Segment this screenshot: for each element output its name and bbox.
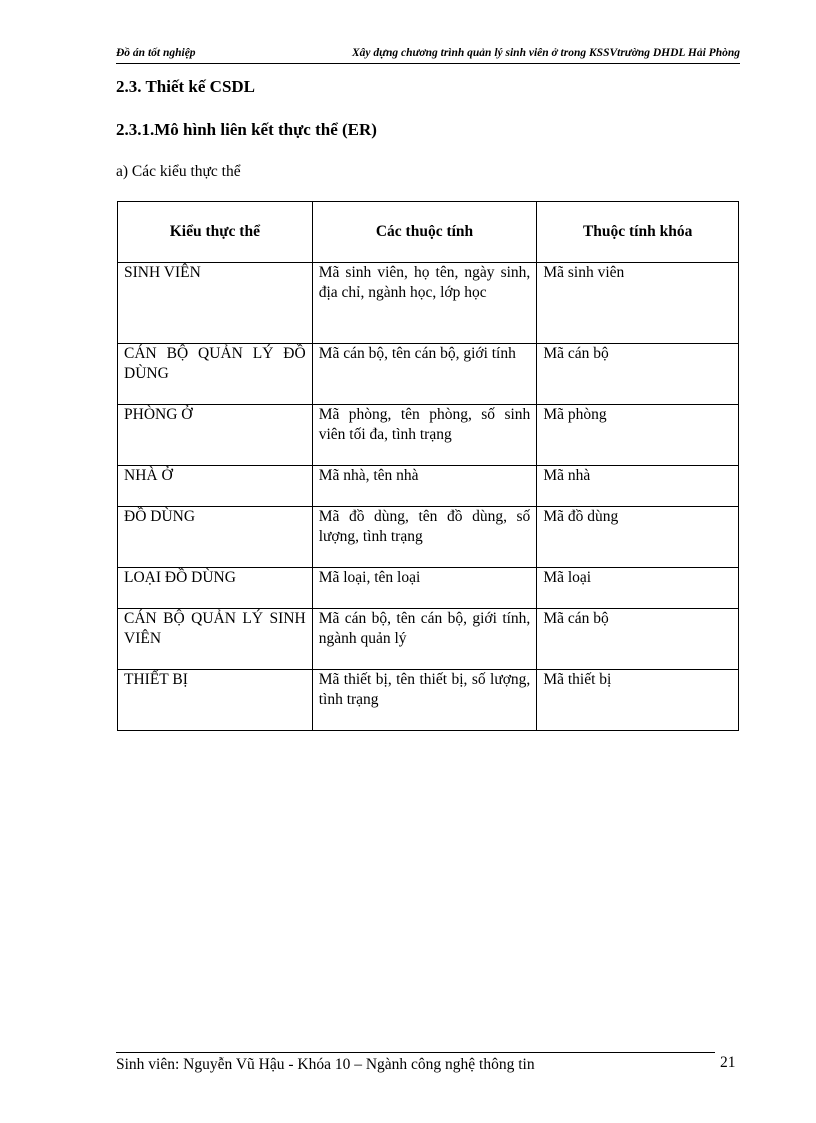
key-attribute-cell: Mã cán bộ: [537, 344, 739, 405]
attributes-cell: Mã cán bộ, tên cán bộ, giới tính, ngành quản lý: [312, 609, 537, 670]
table-row: [118, 405, 739, 466]
table-row: [118, 466, 739, 507]
table-row: [118, 670, 739, 731]
attributes-cell: Mã cán bộ, tên cán bộ, giới tính: [312, 344, 537, 405]
table-row: [118, 568, 739, 609]
section-title: 2.3. Thiết kế CSDL: [116, 77, 256, 96]
key-attribute-cell: Mã nhà: [537, 466, 739, 507]
column-header: Kiểu thực thể: [118, 202, 313, 263]
attributes-cell: Mã sinh viên, họ tên, ngày sinh, địa chỉ, ngành học, lớp học: [312, 263, 537, 344]
footer-text: Sinh viên: Nguyễn Vũ Hậu - Khóa 10 – Ngành công nghệ thông tin: [116, 1056, 535, 1073]
key-attribute-cell: Mã thiết bị: [537, 670, 739, 731]
attributes-cell: Mã thiết bị, tên thiết bị, số lượng, tình trạng: [312, 670, 537, 731]
subheading: a) Các kiểu thực thể: [116, 163, 241, 180]
column-header: Thuộc tính khóa: [537, 202, 739, 263]
attributes-cell: Mã loại, tên loại: [312, 568, 537, 609]
entity-type-cell: SINH VIÊN: [118, 263, 313, 344]
attributes-cell: Mã nhà, tên nhà: [312, 466, 537, 507]
page-number: 21: [720, 1054, 736, 1071]
key-attribute-cell: Mã sinh viên: [537, 263, 739, 344]
header-left-text: Đồ án tốt nghiệp: [116, 47, 196, 59]
entity-type-cell: CÁN BỘ QUẢN LÝ SINH VIÊN: [118, 609, 313, 670]
entity-table: [117, 201, 739, 731]
page-header: [116, 47, 740, 64]
key-attribute-cell: Mã loại: [537, 568, 739, 609]
entity-type-cell: NHÀ Ở: [118, 466, 313, 507]
table-row: [118, 609, 739, 670]
entity-type-cell: ĐỒ DÙNG: [118, 507, 313, 568]
entity-type-cell: THIẾT BỊ: [118, 670, 313, 731]
table-row: [118, 263, 739, 344]
header-right-text: Xây dựng chương trình quản lý sinh viên ở trong KSSVtrường DHDL Hải Phòng: [351, 47, 740, 59]
key-attribute-cell: Mã phòng: [537, 405, 739, 466]
attributes-cell: Mã đồ dùng, tên đồ dùng, số lượng, tình trạng: [312, 507, 537, 568]
footer-divider: [116, 1052, 715, 1053]
entity-type-cell: LOẠI ĐỒ DÙNG: [118, 568, 313, 609]
key-attribute-cell: Mã cán bộ: [537, 609, 739, 670]
entity-type-cell: PHÒNG Ở: [118, 405, 313, 466]
key-attribute-cell: Mã đồ dùng: [537, 507, 739, 568]
subsection-title: 2.3.1.Mô hình liên kết thực thể (ER): [116, 120, 377, 139]
attributes-cell: Mã phòng, tên phòng, số sinh viên tối đa, tình trạng: [312, 405, 537, 466]
table-row: [118, 344, 739, 405]
table-header-row: [118, 202, 739, 263]
entity-type-cell: CÁN BỘ QUẢN LÝ ĐỒ DÙNG: [118, 344, 313, 405]
table-row: [118, 507, 739, 568]
column-header: Các thuộc tính: [312, 202, 537, 263]
